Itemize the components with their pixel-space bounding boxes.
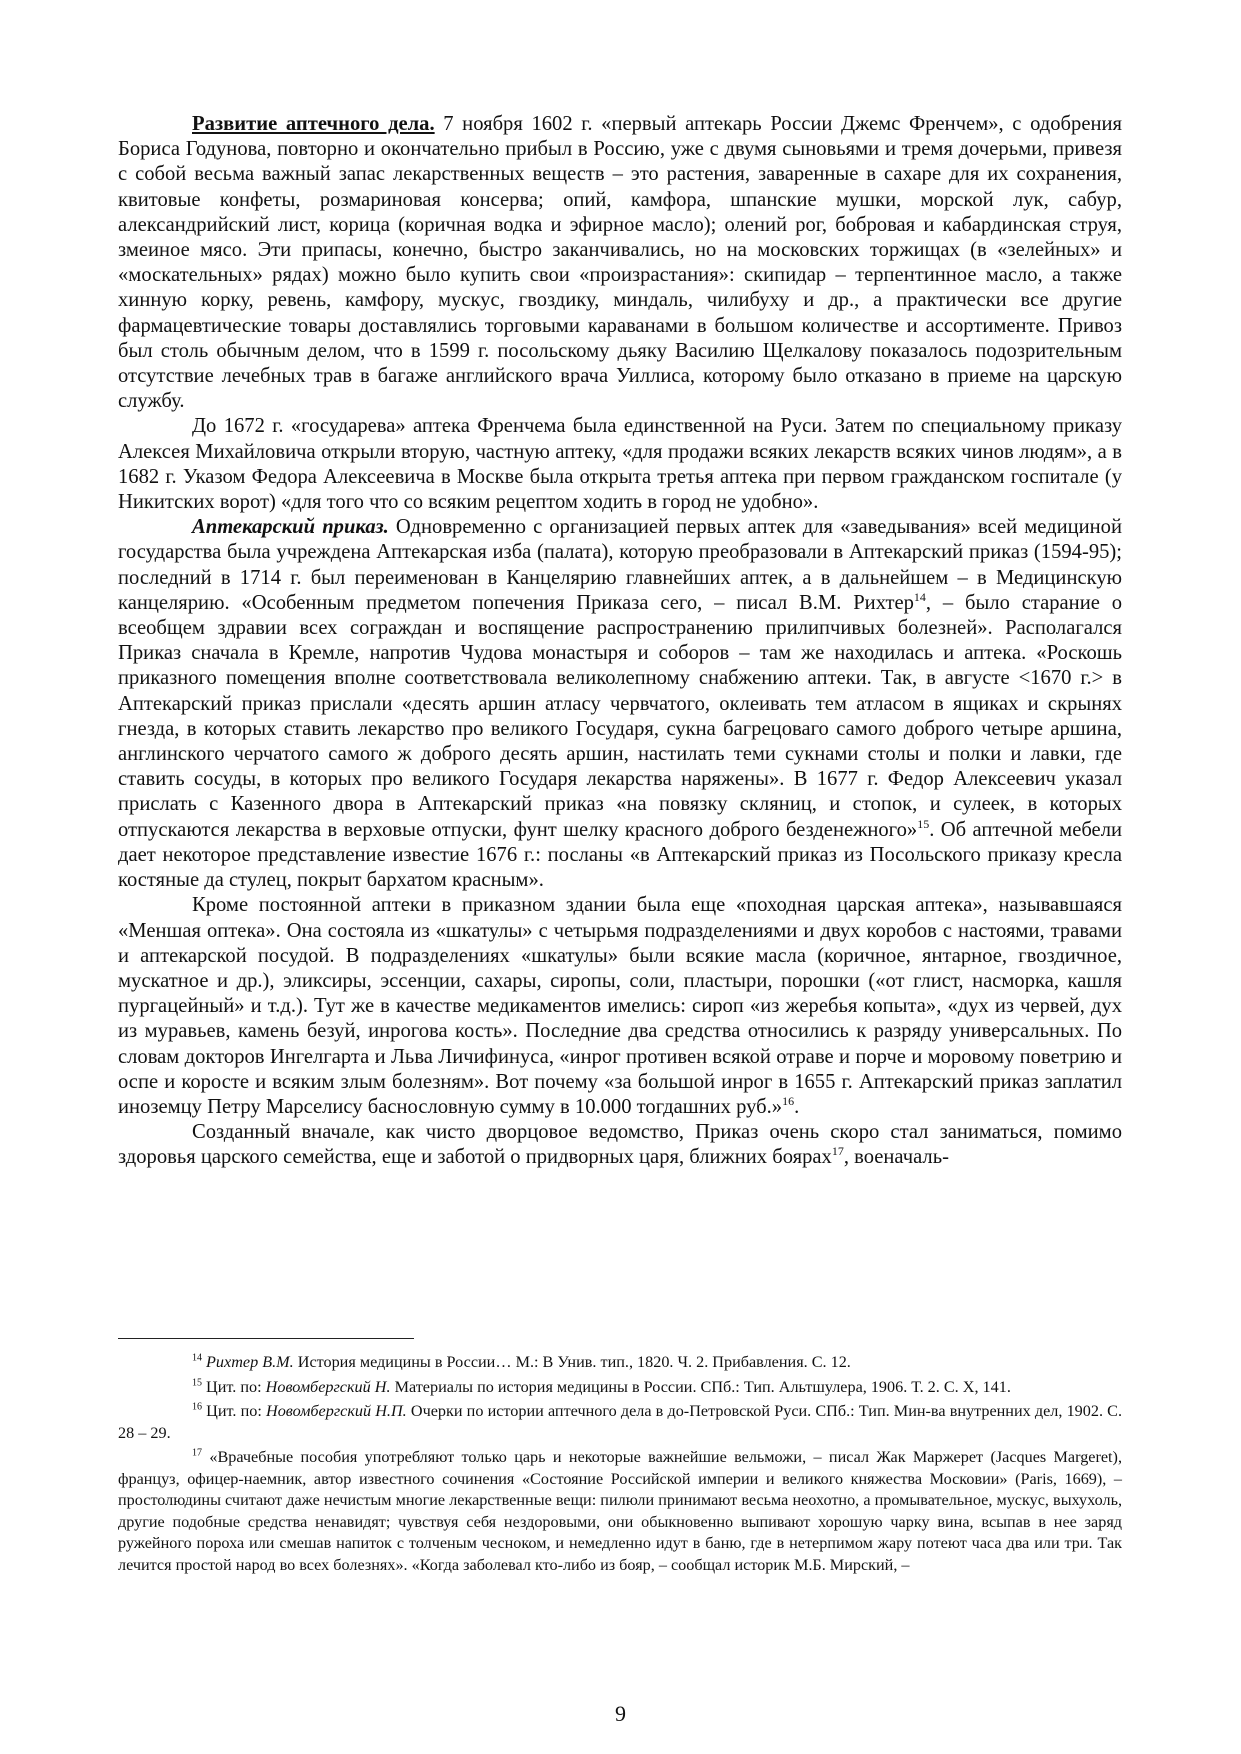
footnote-17: [118, 1447, 1122, 1576]
footnote-prefix: Цит. по:: [206, 1377, 266, 1396]
paragraph-text: . Об аптечной мебели дает некоторое представление известие 1676 г.: посланы «в Аптекарский приказ из Посольского приказу кресла костяные да стулец, покрыт бархатом красным».: [118, 818, 1122, 892]
page-number: 9: [615, 1701, 626, 1726]
paragraph-text: 7 ноября 1602 г. «первый аптекарь России Джемс Френчем», с одобрения Бориса Годунова, повторно и окончательно прибыл в Россию, уже с двумя сыновьями и тремя дочерьми, привезя с собой весьма важный запас лекарственных веществ – это растения, заваренные в сахаре для их сохранения, квитовые конфеты, розмариновая консерва; опий, камфора, шпанские мушки, морской лук, сабур, александрийский лист, корица (коричная водка и эфирное масло); олений рог, бобровая и кабардинская струя, змеиное мясо. Эти припасы, конечно, быстро заканчивались, но на московских торжищах (в «зелейных» и «москательных» рядах) можно было купить свои «произрастания»: скипидар – терпентинное масло, а также хинную корку, ревень, камфору, мускус, гвоздику, миндаль, чилибуху и др., а практически все другие фармацевтические товары доставлялись торговыми караванами в большом количестве и ассортименте. Привоз был столь обычным делом, что в 1599 г. посольскому дьяку Василию Щелкалову показалось подозрительным отсутствие лечебных трав в багаже английского врача Уиллиса, которому было отказано в приеме на царскую службу.: [118, 113, 1122, 413]
paragraph-end: .: [794, 1095, 800, 1118]
paragraph-prikaz-duties: [118, 1120, 1122, 1170]
paragraph-text: До 1672 г. «государева» аптека Френчема была единственной на Руси. Затем по специальному приказу Алексея Михайловича открыли вторую, частную аптеку, «для продажи всяких лекарств всяких чинов людям», а в 1682 г. Указом Федора Алексеевича в Москве была открыта третья аптека при первом гражданском госпитале (у Никитских ворот) «для того что со всяким рецептом ходить в город не удобно».: [118, 415, 1122, 514]
paragraph-text: Созданный вначале, как чисто дворцовое ведомство, Приказ очень скоро стал заниматься, помимо здоровья царского семейства, еще и заботой о придворных царя, ближних боярах: [118, 1121, 1122, 1169]
section-heading-pharmacy-development: Развитие аптечного дела.: [192, 113, 435, 135]
footnote-prefix: Цит. по:: [206, 1402, 266, 1420]
paragraph-end: , военачаль-: [843, 1146, 949, 1169]
section-heading-apothecary-prikaz: Аптекарский приказ.: [192, 516, 389, 539]
footnote-ref-14[interactable]: 14: [913, 590, 926, 604]
footnote-number: 14: [192, 1352, 202, 1364]
footnote-number: 15: [192, 1377, 202, 1389]
footnote-14: [118, 1352, 1122, 1374]
main-text: [118, 112, 1122, 1171]
footnote-ref-15[interactable]: 15: [917, 816, 930, 831]
footnote-author: Новомбергский Н.: [265, 1377, 391, 1396]
footnote-text: История медицины в России… М.: В Унив. тип., 1820. Ч. 2. Прибавления. С. 12.: [293, 1353, 851, 1371]
footnote-16: [118, 1401, 1122, 1444]
footnotes: [118, 1352, 1122, 1579]
paragraph-second-pharmacy: [118, 414, 1122, 515]
footnote-author: Новомбергский Н.П.: [266, 1402, 407, 1420]
footnote-number: 17: [192, 1447, 202, 1459]
paragraph-apothecary-prikaz: [118, 515, 1122, 893]
footnote-text: Материалы по история медицины в России. СПб.: Тип. Альтшулера, 1906. Т. 2. С. X, 141.: [390, 1377, 1011, 1396]
paragraph-text: , – было старание о всеобщем здравии всех сограждан и воспящение распространению прилипчивых болезней». Располагался Приказ сначала в Кремле, напротив Чудова монастыря и соборов – там же находилась и аптека. «Роскошь приказного помещения вполне соответствовала великолепному снабжению аптеки. Так, в августе <1670 г.> в Аптекарский приказ прислали «десять аршин атласу червчатого, оклеивать тем атласом в ящиках и скрынях гнезда, в которых ставить лекарство про великого Государя, сукна багрецоваго самого доброго четыре аршина, англинского черчатого самого ж доброго десять аршин, настилать теми сукнами столы и полки и лавки, где ставить сосуды, в которых про великого Государя лекарства наряжены». В 1677 г. Федор Алексеевич указал прислать с Казенного двора в Аптекарский приказ «на повязку скляниц, и стопок, и сулеек, в которых отпускаются лекарства в верховые отпуски, фунт шелку красного доброго безденежного»: [118, 591, 1122, 841]
footnote-number: 16: [192, 1401, 202, 1413]
footnote-ref-17[interactable]: 17: [831, 1144, 844, 1159]
footnote-text: Очерки по истории аптечного дела в до-Петровской Руси. СПб.: Тип. Мин-ва внутренних дел, 1902. С. 28 – 29.: [118, 1402, 1123, 1442]
footnote-separator: [118, 1338, 414, 1339]
footnote-15: [118, 1377, 1122, 1399]
footnote-author: Рихтер В.М.: [206, 1353, 294, 1371]
paragraph-text: Одновременно с организацией первых аптек для «заведывания» всей медициной государства была учреждена Аптекарская изба (палата), которую преобразовали в Аптекарский приказ (1594-95); последний в 1714 г. был переименован в Канцелярию главнейших аптек, а в дальнейшем – в Медицинскую канцелярию. «Особенным предметом попечения Приказа сего, – писал В.М. Рихтер: [118, 516, 1122, 614]
footnote-text: «Врачебные пособия употребляют только царь и некоторые важнейшие вельможи, – писал Жак Маржерет (Jacques Margeret), француз, офицер-наемник, автор известного сочинения «Состояние Российской империи и великого княжества Московии» (Paris, 1669), – простолюдины считают даже нечистым многие лекарственные вещи: пилюли принимают весьма неохотно, а промывательное, мускус, выхухоль, другие подобные средства ненавидят; чувствуя себя нездоровыми, они обыкновенно выпивают хорошую чарку вина, всыпав в нее заряд ружейного пороха или смешав напиток с толченым чесноком, и немедленно идут в баню, где в нетерпимом жару потеют часа два или три. Так лечится простой народ во всех болезнях». «Когда заболевал кто-либо из бояр, – сообщал историк М.Б. Мирский, –: [118, 1448, 1122, 1574]
footnote-ref-16[interactable]: 16: [782, 1094, 795, 1109]
paragraph-pharmacy-development: [118, 112, 1122, 414]
paragraph-text: Кроме постоянной аптеки в приказном здании была еще «походная царская аптека», называвшаяся «Меншая оптека». Она состояла из «шкатулы» с четырьмя подразделениями и двух коробов с настоями, травами и аптекарской посудой. В подразделениях «шкатулы» были всякие масла (коричное, янтарное, гвоздичное, мускатное и др.), эликсиры, эссенции, сахары, сиропы, соли, пластыри, порошки («от глист, насморка, кашля пургацейный» и т.д.). Тут же в качестве медикаментов имелись: сироп «из жеребья копыта», «дух из червей, дух из муравьев, камень безуй, инрогова кость». Последние два средства относились к разряду универсальных. По словам докторов Ингелгарта и Льва Личифинуса, «инрог противен всякой отраве и порче и моровому поветрию и оспе и коросте и всяким злым болезням». Вот почему «за большой инрог в 1655 г. Аптекарский приказ заплатил иноземцу Петру Марселису баснословную сумму в 10.000 тогдашних руб.»: [118, 894, 1122, 1118]
paragraph-field-pharmacy: [118, 893, 1122, 1120]
